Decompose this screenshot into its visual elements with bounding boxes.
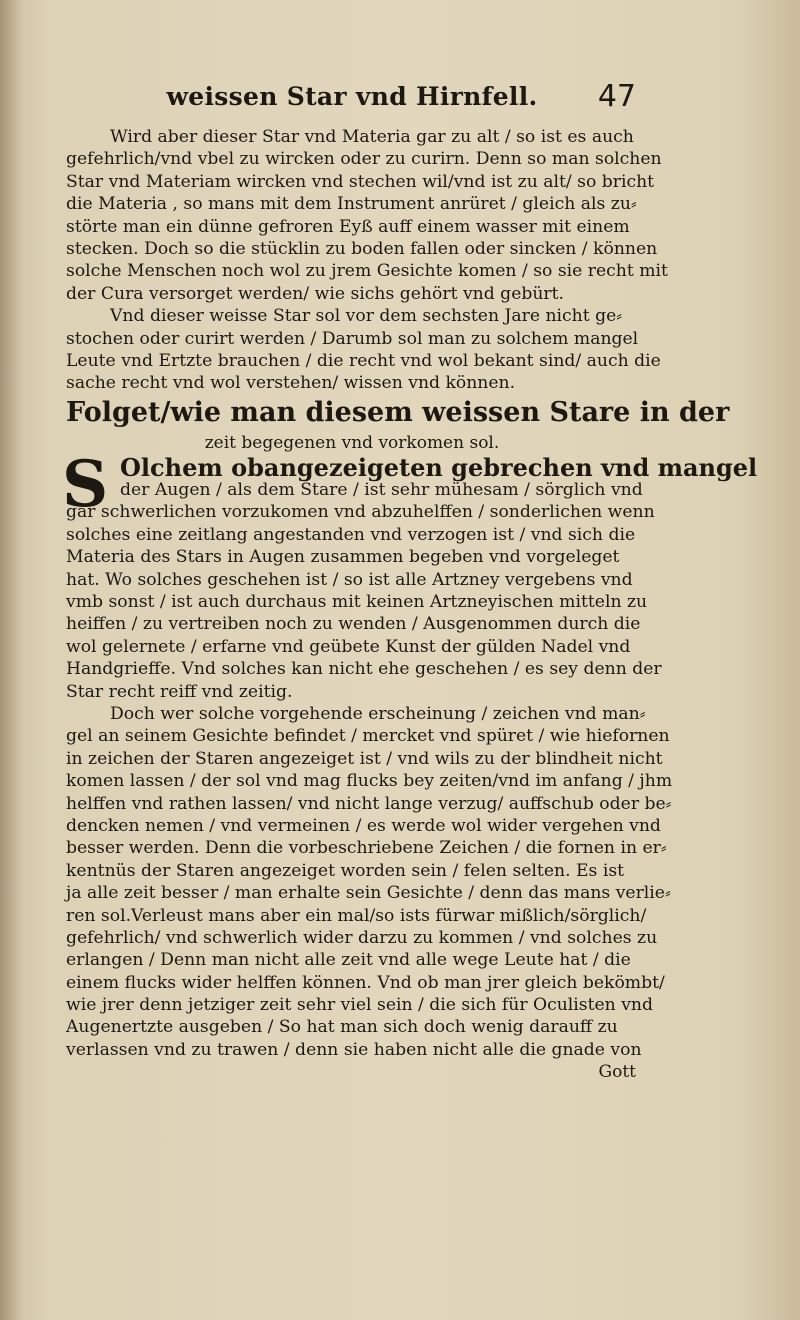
text-line: Wird aber dieser Star vnd Materia gar zu alt / so ist es auch xyxy=(110,127,634,147)
text-line: die Materia , so mans mit dem Instrument anrüret / gleich als zu⸗ xyxy=(66,194,637,215)
paragraph-1 xyxy=(66,126,668,305)
gutter-shadow xyxy=(0,0,22,1320)
text-line: verlassen vnd zu trawen / denn sie haben nicht alle die gnade von xyxy=(66,1039,642,1060)
drop-cap: S xyxy=(62,446,109,522)
text-line: Handgrieffe. Vnd solches kan nicht ehe geschehen / es sey denn der xyxy=(66,659,662,680)
paragraph-2 xyxy=(66,305,661,395)
paragraph-3 xyxy=(62,446,758,703)
text-line: heiffen / zu vertreiben noch zu wenden / Ausgenommen durch die xyxy=(66,614,641,635)
text-line: der Cura versorget werden/ wie sichs gehört vnd gebürt. xyxy=(66,283,565,304)
text-line: Augenertzte ausgeben / So hat man sich doch wenig darauff zu xyxy=(66,1017,618,1038)
text-line: wol gelernete / erfarne vnd geübete Kunst der gülden Nadel vnd xyxy=(66,636,631,657)
page-header xyxy=(66,79,638,126)
text-block xyxy=(62,79,758,1084)
text-line: erlangen / Denn man nicht alle zeit vnd alle wege Leute hat / die xyxy=(66,950,631,971)
text-line: Star vnd Materiam wircken vnd stechen wil/vnd ist zu alt/ so bricht xyxy=(66,171,655,192)
text-line: Materia des Stars in Augen zusammen begeben vnd vorgeleget xyxy=(66,547,620,568)
dropcap-line: Olchem obangezeigeten gebrechen vnd mangel xyxy=(120,452,758,482)
running-title: weissen Star vnd Hirnfell. xyxy=(166,82,538,111)
text-line: einem flucks wider helffen können. Vnd ob man jrer gleich bekömbt/ xyxy=(66,972,665,993)
text-line: gar schwerlichen vorzukomen vnd abzuhelffen / sonderlichen wenn xyxy=(66,502,655,523)
text-line: störte man ein dünne gefroren Eyß auff einem wasser mit einem xyxy=(66,216,630,237)
text-line: dencken nemen / vnd vermeinen / es werde wol wider vergehen vnd xyxy=(66,815,661,836)
catchword: Gott xyxy=(598,1062,636,1083)
text-line: der Augen / als dem Stare / ist sehr mühesam / sörglich vnd xyxy=(120,480,643,501)
text-line: wie jrer denn jetziger zeit sehr viel sein / die sich für Oculisten vnd xyxy=(66,995,653,1016)
text-line: gefehrlich/vnd vbel zu wircken oder zu curirn. Denn so man solchen xyxy=(66,149,662,170)
text-line: Vnd dieser weisse Star sol vor dem sechsten Jare nicht ge⸗ xyxy=(110,306,622,327)
section-heading: Folget/wie man diesem weissen Stare in der xyxy=(66,396,730,428)
text-line: in zeichen der Staren angezeiget ist / vnd wils zu der blindheit nicht xyxy=(66,748,663,769)
text-line: besser werden. Denn die vorbeschriebene Zeichen / die fornen in er⸗ xyxy=(66,838,667,859)
section-subheading: zeit begegenen vnd vorkomen sol. xyxy=(204,432,500,453)
text-line: Leute vnd Ertzte brauchen / die recht vnd wol bekant sind/ auch die xyxy=(66,350,661,371)
text-line: sache recht vnd wol verstehen/ wissen vnd können. xyxy=(66,373,516,394)
text-line: Star recht reiff vnd zeitig. xyxy=(66,681,293,702)
text-line: stecken. Doch so die stücklin zu boden fallen oder sincken / können xyxy=(66,238,658,259)
text-line: solche Menschen noch wol zu jrem Gesichte komen / so sie recht mit xyxy=(66,261,668,282)
paragraph-3-body xyxy=(66,501,662,703)
text-line: helffen vnd rathen lassen/ vnd nicht lange verzug/ auffschub oder be⸗ xyxy=(66,793,672,814)
text-line: ja alle zeit besser / man erhalte sein Gesichte / denn das mans verlie⸗ xyxy=(66,883,671,904)
text-line: solches eine zeitlang angestanden vnd verzogen ist / vnd sich die xyxy=(66,524,636,545)
paragraph-4 xyxy=(66,703,673,1061)
page-number: 47 xyxy=(597,79,636,114)
text-line: hat. Wo solches geschehen ist / so ist alle Artzney vergebens vnd xyxy=(66,569,633,590)
text-line: kentnüs der Staren angezeiget worden sein / felen selten. Es ist xyxy=(66,860,625,881)
text-line: Doch wer solche vorgehende erscheinung / zeichen vnd man⸗ xyxy=(110,703,646,724)
text-line: stochen oder curirt werden / Darumb sol man zu solchem mangel xyxy=(66,328,639,349)
text-line: ren sol.Verleust mans aber ein mal/so ists fürwar mißlich/sörglich/ xyxy=(66,905,647,926)
text-line: gel an seinem Gesichte befindet / mercket vnd spüret / wie hiefornen xyxy=(66,726,670,747)
text-line: komen lassen / der sol vnd mag flucks bey zeiten/vnd im anfang / jhm xyxy=(66,771,673,792)
text-line: vmb sonst / ist auch durchaus mit keinen Artzneyischen mitteln zu xyxy=(66,592,648,613)
text-line: gefehrlich/ vnd schwerlich wider darzu zu kommen / vnd solches zu xyxy=(66,927,658,948)
